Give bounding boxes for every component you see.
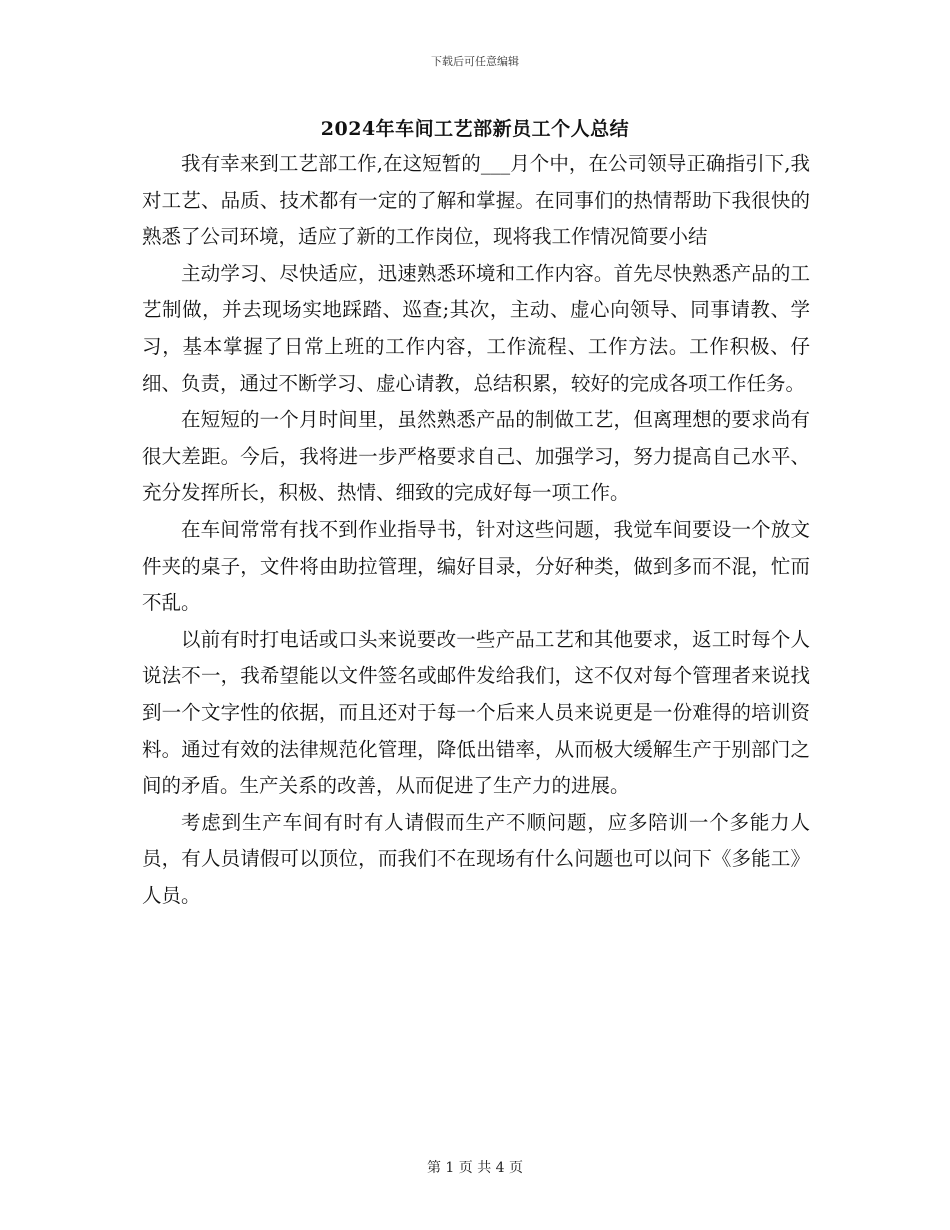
paragraph-improvement: 在短短的一个月时间里，虽然熟悉产品的制做工艺，但离理想的要求尚有很大差距。今后，我将进一步严格要求自己、加强学习，努力提高自己水平、充分发挥所长，积极、热情、细致的完成好每一项工作。 [142,408,810,505]
paragraph-learning: 主动学习、尽快适应，迅速熟悉环境和工作内容。首先尽快熟悉产品的工艺制做，并去现场实地踩踏、巡查;其次，主动、虚心向领导、同事请教、学习，基本掌握了日常上班的工作内容，工作流程、工作方法。工作积极、仔细、负责，通过不断学习、虚心请教，总结积累，较好的完成各项工作任务。 [142,261,810,395]
paragraph-multi-skill-staff: 考虑到生产车间有时有人请假而生产不顺问题，应多陪训一个多能力人员，有人员请假可以顶位，而我们不在现场有什么问题也可以问下《多能工》人员。 [142,810,810,907]
header-note: 下载后可任意编辑 [431,55,519,68]
document-title: 2024年车间工艺部新员工个人总结 [320,118,630,140]
paragraph-intro: 我有幸来到工艺部工作,在这短暂的___月个中，在公司领导正确指引下,我对工艺、品质、技术都有一定的了解和掌握。在同事们的热情帮助下我很快的熟悉了公司环境，适应了新的工作岗位，现将我工作情况简要小结 [142,152,810,249]
document-body [142,146,810,914]
paragraph-written-instructions: 以前有时打电话或口头来说要改一些产品工艺和其他要求，返工时每个人说法不一，我希望能以文件签名或邮件发给我们，这不仅对每个管理者来说找到一个文字性的依据，而且还对于每一个后来人员来说更是一份难得的培训资料。通过有效的法律规范化管理，降低出错率，从而极大缓解生产于别部门之间的矛盾。生产关系的改善，从而促进了生产力的进展。 [142,627,810,798]
paragraph-document-management: 在车间常常有找不到作业指导书，针对这些问题，我觉车间要设一个放文件夹的桌子，文件将由助拉管理，编好目录，分好种类，做到多而不混，忙而不乱。 [142,517,810,615]
page-footer: 第 1 页 共 4 页 [426,1160,524,1176]
